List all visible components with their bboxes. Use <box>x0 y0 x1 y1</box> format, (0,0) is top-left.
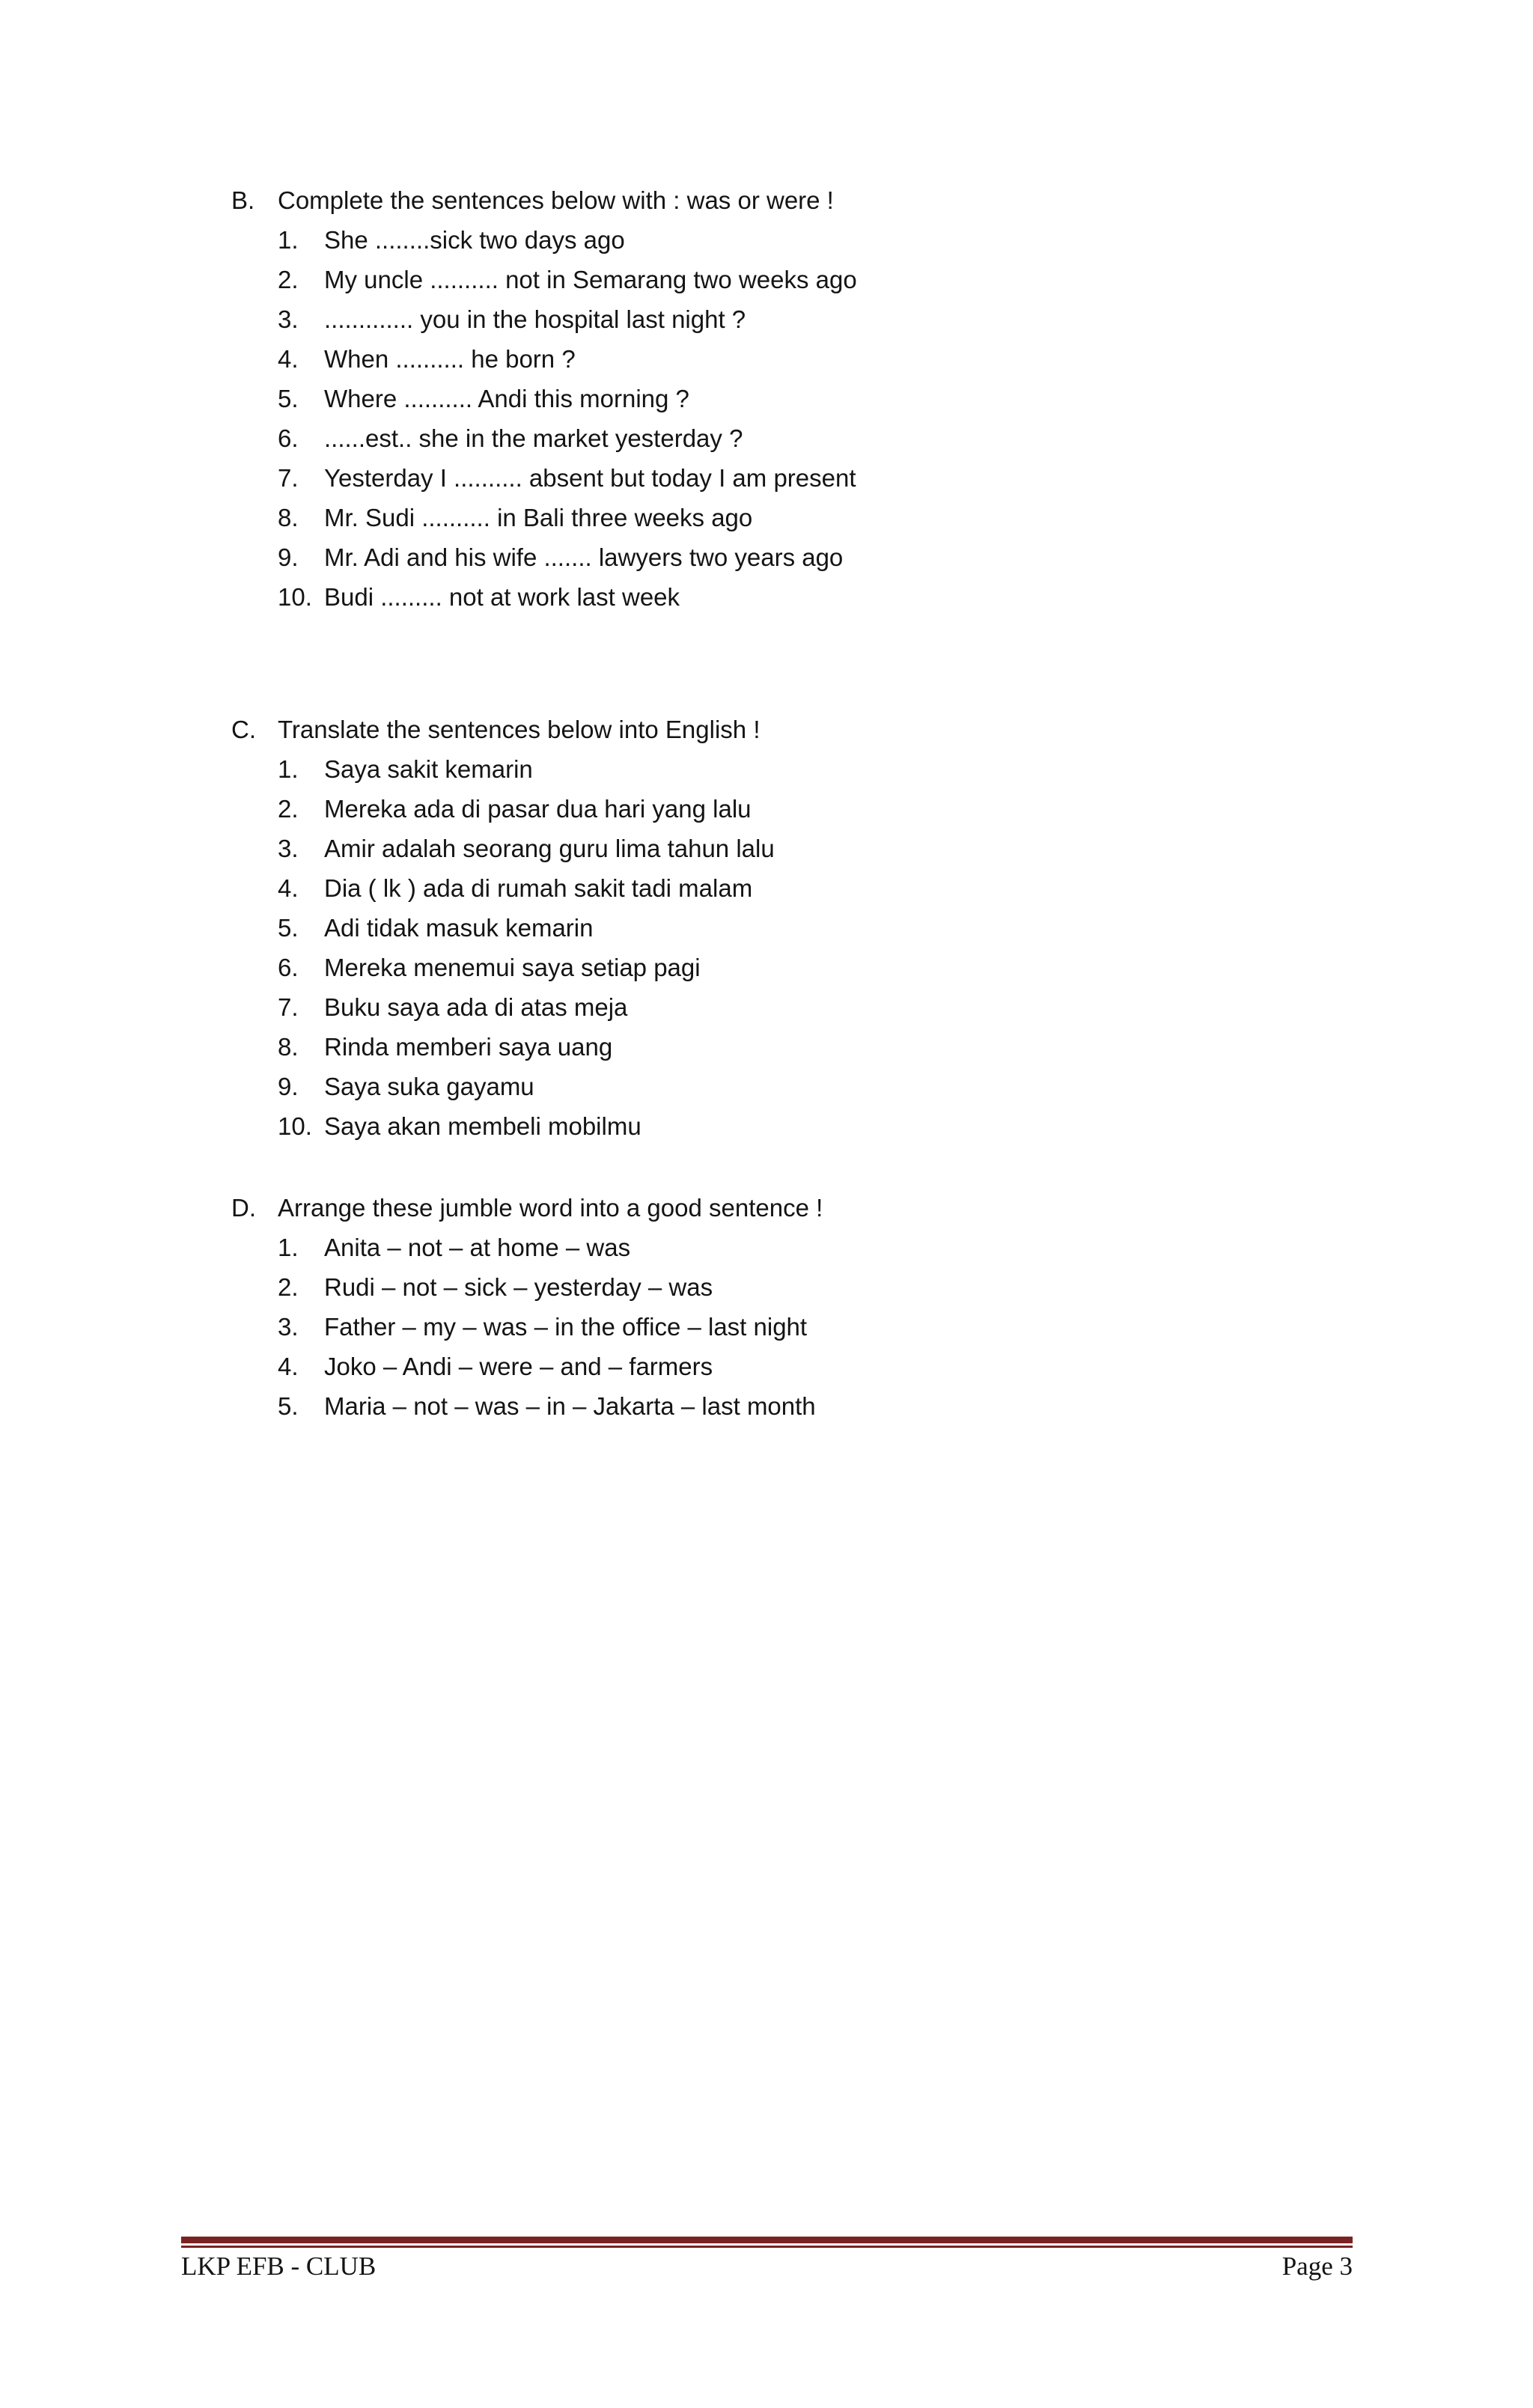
item-text: Amir adalah seorang guru lima tahun lalu <box>324 835 775 862</box>
item-number: 2. <box>278 795 299 823</box>
item-number: 3. <box>278 835 299 862</box>
footer-page-number: Page 3 <box>1281 2252 1353 2281</box>
item-text: Joko – Andi – were – and – farmers <box>324 1353 713 1380</box>
item-text: Buku saya ada di atas meja <box>324 993 628 1021</box>
item-text: Anita – not – at home – was <box>324 1234 631 1261</box>
list-item <box>231 260 1354 299</box>
item-number: 4. <box>278 1353 299 1380</box>
section-c <box>231 710 1354 1146</box>
item-number: 9. <box>278 1073 299 1100</box>
list-item <box>231 577 1354 617</box>
item-number: 9. <box>278 543 299 571</box>
section-b <box>231 181 1354 617</box>
item-number: 8. <box>278 1033 299 1061</box>
item-number: 4. <box>278 874 299 902</box>
list-item <box>231 749 1354 789</box>
list-item <box>231 1228 1354 1267</box>
item-text: Saya suka gayamu <box>324 1073 534 1100</box>
section-letter: B. <box>231 186 255 214</box>
item-text: Rudi – not – sick – yesterday – was <box>324 1273 713 1301</box>
section-instruction: Arrange these jumble word into a good sentence ! <box>278 1194 823 1222</box>
list-item <box>231 1347 1354 1386</box>
item-number: 8. <box>278 504 299 531</box>
item-text: Saya akan membeli mobilmu <box>324 1112 641 1140</box>
item-text: Mereka menemui saya setiap pagi <box>324 954 701 981</box>
list-item <box>231 458 1354 498</box>
item-number: 1. <box>278 755 299 783</box>
list-item <box>231 908 1354 948</box>
list-item <box>231 829 1354 868</box>
list-item <box>231 789 1354 829</box>
item-text: Saya sakit kemarin <box>324 755 533 783</box>
item-number: 10. <box>278 1112 312 1140</box>
section-instruction: Complete the sentences below with : was or were ! <box>278 186 834 214</box>
item-number: 3. <box>278 1313 299 1341</box>
item-text: Budi ......... not at work last week <box>324 583 680 611</box>
item-text: Mr. Sudi .......... in Bali three weeks ago <box>324 504 753 531</box>
list-item <box>231 537 1354 577</box>
item-number: 10. <box>278 583 312 611</box>
item-number: 3. <box>278 305 299 333</box>
section-heading <box>231 1189 1354 1228</box>
item-text: When .......... he born ? <box>324 345 576 373</box>
list-item <box>231 498 1354 537</box>
list-item <box>231 418 1354 458</box>
list-item <box>231 868 1354 908</box>
item-number: 2. <box>278 266 299 293</box>
section-heading <box>231 181 1354 220</box>
list-item <box>231 1106 1354 1146</box>
item-text: Father – my – was – in the office – last night <box>324 1313 808 1341</box>
list-item <box>231 339 1354 379</box>
item-text: Rinda memberi saya uang <box>324 1033 613 1061</box>
exercise-list <box>231 749 1354 1146</box>
item-text: My uncle .......... not in Semarang two weeks ago <box>324 266 857 293</box>
item-number: 4. <box>278 345 299 373</box>
list-item <box>231 1307 1354 1347</box>
exercise-list <box>231 220 1354 617</box>
item-number: 2. <box>278 1273 299 1301</box>
item-number: 7. <box>278 464 299 492</box>
list-item <box>231 220 1354 260</box>
list-item <box>231 379 1354 418</box>
item-text: Adi tidak masuk kemarin <box>324 914 594 942</box>
item-text: Mereka ada di pasar dua hari yang lalu <box>324 795 752 823</box>
section-heading <box>231 710 1354 749</box>
item-number: 5. <box>278 1392 299 1420</box>
section-letter: C. <box>231 716 256 743</box>
list-item <box>231 948 1354 987</box>
item-number: 5. <box>278 385 299 412</box>
list-item <box>231 1027 1354 1067</box>
item-text: ......est.. she in the market yesterday ? <box>324 424 743 452</box>
exercise-list <box>231 1228 1354 1426</box>
item-number: 1. <box>278 1234 299 1261</box>
section-letter: D. <box>231 1194 256 1222</box>
list-item <box>231 1267 1354 1307</box>
footer-organization: LKP EFB - CLUB <box>181 2252 377 2281</box>
list-item <box>231 987 1354 1027</box>
item-text: Maria – not – was – in – Jakarta – last month <box>324 1392 816 1420</box>
item-number: 7. <box>278 993 299 1021</box>
item-number: 6. <box>278 954 299 981</box>
item-text: Where .......... Andi this morning ? <box>324 385 689 412</box>
section-d <box>231 1189 1354 1426</box>
list-item <box>231 1067 1354 1106</box>
footer-rule-thick <box>181 2237 1353 2243</box>
section-instruction: Translate the sentences below into English ! <box>278 716 761 743</box>
footer-rule-thin <box>181 2246 1353 2248</box>
list-item <box>231 1386 1354 1426</box>
list-item <box>231 299 1354 339</box>
item-number: 1. <box>278 226 299 254</box>
item-text: She ........sick two days ago <box>324 226 625 254</box>
item-text: Yesterday I .......... absent but today I am present <box>324 464 856 492</box>
item-number: 5. <box>278 914 299 942</box>
item-text: Dia ( lk ) ada di rumah sakit tadi malam <box>324 874 753 902</box>
item-text: Mr. Adi and his wife ....... lawyers two years ago <box>324 543 844 571</box>
item-text: ............. you in the hospital last night ? <box>324 305 746 333</box>
item-number: 6. <box>278 424 299 452</box>
